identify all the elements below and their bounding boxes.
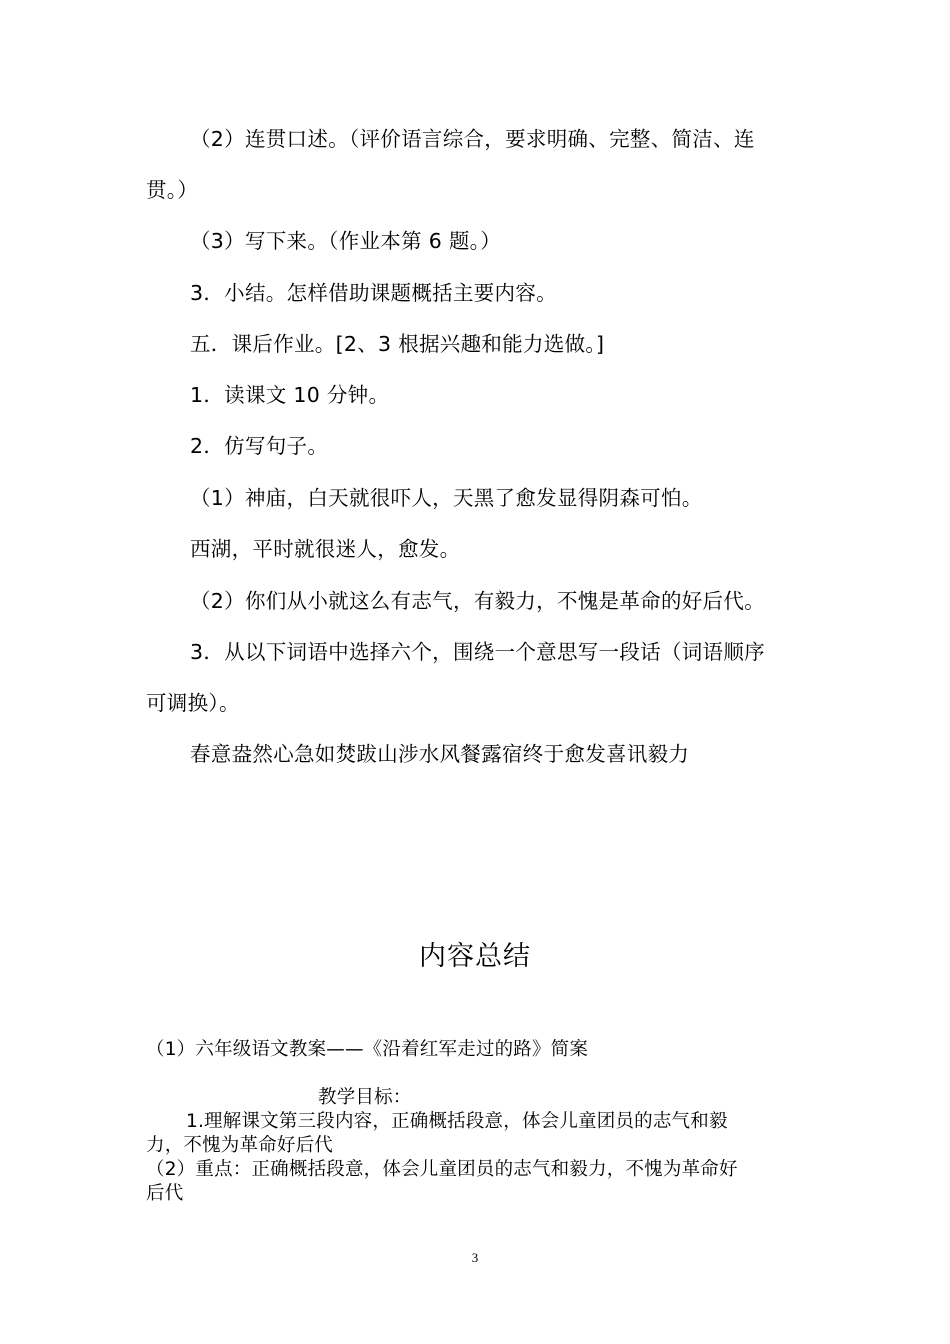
body-line-3: （3）写下来。（作业本第 6 题。） — [190, 229, 502, 253]
summary-line-2: 教学目标： — [318, 1087, 412, 1108]
body-line-10: （2）你们从小就这么有志气，有毅力，不愧是革命的好后代。 — [190, 589, 765, 613]
summary-title: 内容总结 — [419, 941, 531, 972]
body-line-4: 3．小结。怎样借助课题概括主要内容。 — [190, 281, 557, 305]
body-line-5: 五．课后作业。[2、3 根据兴趣和能力选做。] — [190, 332, 605, 356]
summary-line-1: （1）六年级语文教案——《沿着红军走过的路》简案 — [146, 1039, 589, 1060]
summary-line-5: （2）重点：正确概括段意，体会儿童团员的志气和毅力，不愧为革命好 — [146, 1159, 738, 1180]
body-line-8: （1）神庙，白天就很吓人，天黑了愈发显得阴森可怕。 — [190, 486, 703, 510]
body-line-13: 春意盎然心急如焚跋山涉水风餐露宿终于愈发喜讯毅力 — [190, 742, 690, 766]
body-line-7: 2．仿写句子。 — [190, 434, 329, 458]
body-line-2: 贯。） — [146, 178, 199, 202]
body-line-12: 可调换）。 — [146, 691, 240, 715]
summary-line-6: 后代 — [146, 1183, 184, 1204]
body-line-6: 1．读课文 10 分钟。 — [190, 383, 390, 407]
summary-line-3: 1.理解课文第三段内容，正确概括段意，体会儿童团员的志气和毅 — [186, 1111, 728, 1132]
body-line-1: （2）连贯口述。（评价语言综合，要求明确、完整、简洁、连 — [190, 127, 755, 151]
body-line-11: 3．从以下词语中选择六个，围绕一个意思写一段话（词语顺序 — [190, 640, 765, 664]
summary-line-4: 力，不愧为革命好后代 — [146, 1135, 334, 1156]
page-number: 3 — [471, 1250, 479, 1265]
body-line-9: 西湖，平时就很迷人，愈发。 — [190, 537, 461, 561]
